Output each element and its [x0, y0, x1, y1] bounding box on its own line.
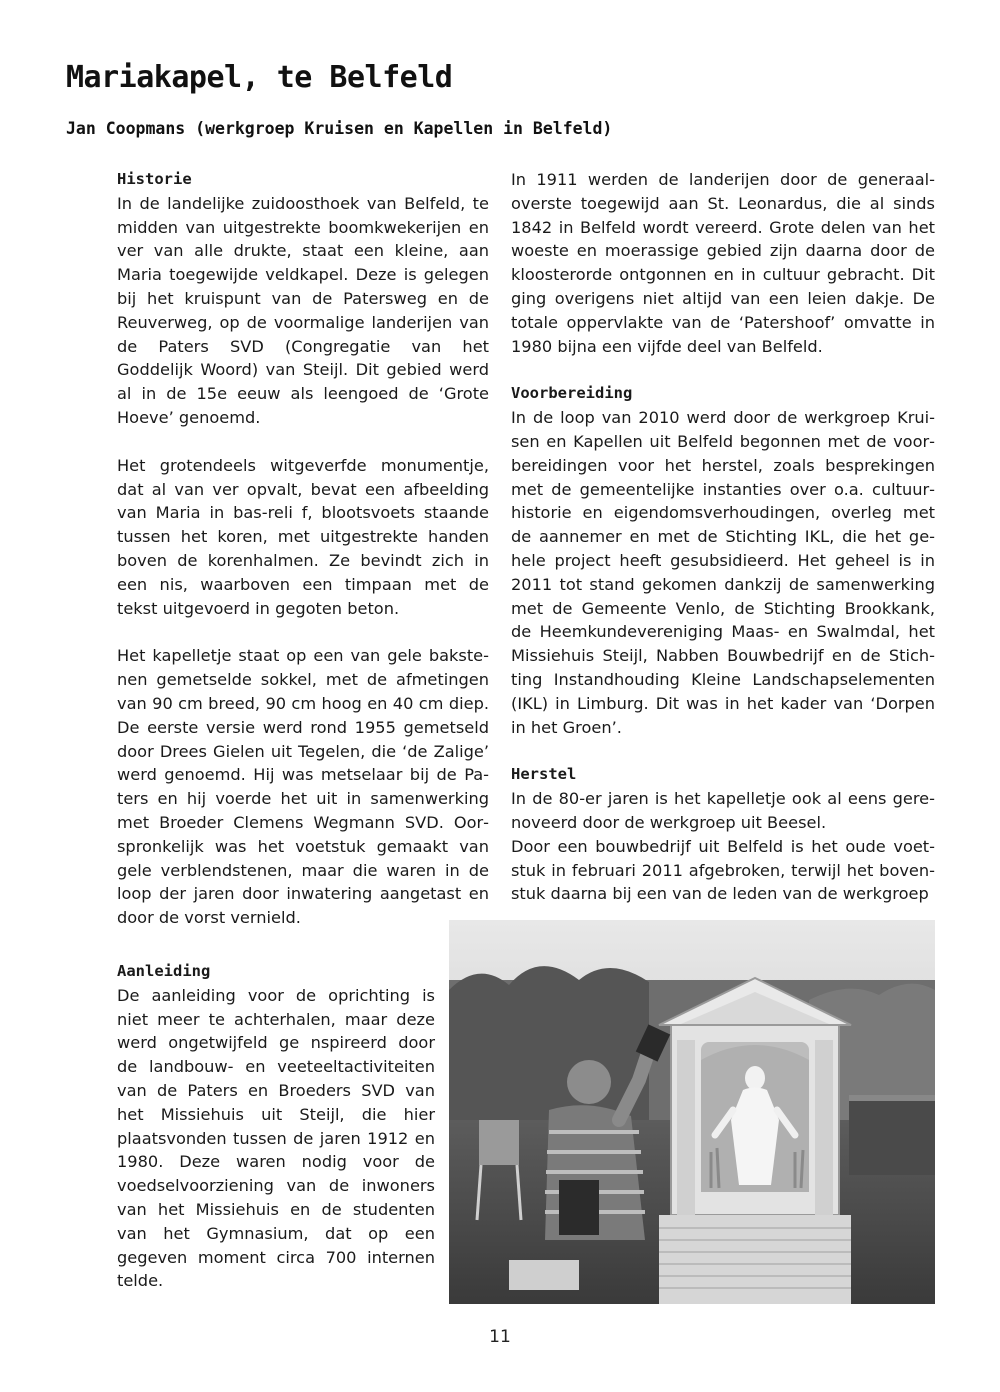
paragraph: Door een bouwbedrijf uit Belfeld is het oude voetstuk in februari 2011 afgebroken, terwijl het bovenstuk daarna bij een van de leden van de werkgroep	[511, 836, 935, 904]
paragraph: In de landelijke zuidoosthoek van Belfeld, te midden van uitgestrekte boomkwekerijen en ver van alle drukte, staat een kleine, aan Maria toegewijde veldkapel. Deze is gelegen bij het kruispunt van de Patersweg en de Reuverweg, op de voormalige landerijen van de Paters SVD (Congregatie van het Goddelijk Woord) van Steijl. Dit gebied werd al in de 15e eeuw als leengoed de ‘Grote Hoeve’ genoemd.	[117, 193, 489, 427]
page-title: Mariakapel, te Belfeld	[66, 60, 453, 95]
page-number: 11	[489, 1327, 511, 1347]
paragraph: In de loop van 2010 werd door de werkgroep Kruisen en Kapellen uit Belfeld begonnen met de voorbereidingen voor het herstel, zoals besprekingen met de gemeentelijke instanties over o.a. cultuurhistorie en eigendomsverhoudingen, overleg met de aannemer en met de Stichting IKL, die het gehele project heeft gesubsidieerd. Het geheel is in 2011 tot stand gekomen dankzij de samenwerking met de Gemeente Venlo, de Stichting Brookkank, de Heemkundevereniging Maas- en Swalmdal, het Missiehuis Steijl, Nabben Bouwbedrijf en de Stichting Instandhouding Kleine Landschapselementen (IKL) in Limburg. Dit was in het kader van ‘Dorpen in het Groen’.	[511, 408, 935, 737]
paragraph: De aanleiding voor de oprichting is niet meer te achterhalen, maar deze werd ongetwijfeld ge nspireerd door de landbouw- en veeteeltactiviteiten van de Paters en Broeders SVD van het Missiehuis uit Steijl, die hier plaatsvonden tussen de jaren 1912 en 1980. Deze waren nodig voor de voedselvoorziening van de inwoners van het Missiehuis en de studenten van het Gymnasium, dat op een gegeven moment circa 700 internen telde.	[117, 985, 435, 1291]
section-heading-voorbereiding: Voorbereiding	[511, 384, 633, 403]
paragraph: In 1911 werden de landerijen door de generaaloverste toegewijd aan St. Leonardus, die al sinds 1842 in Belfeld wordt vereerd. Grote delen van het woeste en moerassige gebied zijn daarna door de kloosterorde ontgonnen en in cultuur gebracht. Dit ging overigens niet altijd van een leien dakje. De totale oppervlakte van de ‘Patershoof’ omvatte in 1980 bijna een vijfde deel van Belfeld.	[511, 170, 935, 356]
paragraph: Het grotendeels witgeverfde monumentje, dat al van ver opvalt, bevat een afbeelding van Maria in bas-reli f, blootsvoets staande tussen het koren, met uitgestrekte handen boven de korenhalmen. Ze bevindt zich in een nis, waarboven een timpaan met de tekst uitgevoerd in gegoten beton.	[117, 455, 489, 618]
chapel-photo	[449, 920, 935, 1304]
paragraph: Het kapelletje staat op een van gele bakstenen gemetselde sokkel, met de afmetingen van 90 cm breed, 90 cm hoog en 40 cm diep. De eerste versie werd rond 1955 gemetseld door Drees Gielen uit Tegelen, die ‘de Zalige’ werd genoemd. Hij was metselaar bij de Paters en hij voerde het uit in samenwerking met Broeder Clemens Wegmann SVD. Oorspronkelijk was het voetstuk gemaakt van gele verblendstenen, maar die waren in de loop der jaren door inwatering aangetast en door de vorst vernield.	[117, 646, 489, 928]
author-line: Jan Coopmans (werkgroep Kruisen en Kapellen in Belfeld)	[66, 119, 613, 138]
section-heading-herstel: Herstel	[511, 765, 577, 784]
section-heading-historie: Historie	[117, 170, 192, 188]
left-column	[117, 168, 489, 930]
section-heading-aanleiding: Aanleiding	[117, 962, 211, 980]
right-column	[511, 168, 935, 906]
aanleiding-section	[117, 960, 435, 1293]
paragraph: In de 80-er jaren is het kapelletje ook al eens gerenoveerd door de werkgroep uit Beesel.	[511, 789, 935, 832]
